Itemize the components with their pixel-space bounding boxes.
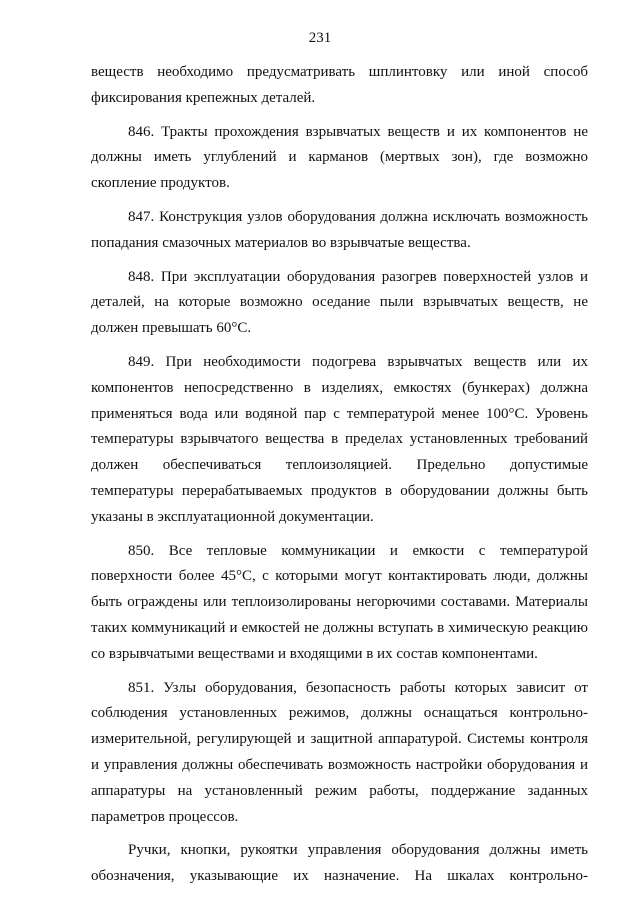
paragraph-849: 849. При необходимости подогрева взрывчатых веществ или их компонентов непосредственно в изделиях, емкостях (бункерах) должна применяться вода или водяной пар с температурой менее 100°С. Уровень температуры взрывчатого вещества в пределах установленных требований должен обеспечиваться теплоизоляцией. Предельно допустимые температуры перерабатываемых продуктов в оборудовании должны быть указаны в эксплуатационной документации.	[91, 353, 588, 525]
paragraph-continuation: веществ необходимо предусматривать шплинтовку или иной способ фиксирования крепежных деталей.	[91, 64, 588, 106]
paragraph-controls: Ручки, кнопки, рукоятки управления оборудования должны иметь обозначения, указывающие их назначение. На шкалах контрольно-	[91, 842, 588, 885]
paragraph-848: 848. При эксплуатации оборудования разогрев поверхностей узлов и деталей, на которые возможно оседание пыли взрывчатых веществ, не должен превышать 60°С.	[91, 268, 588, 337]
paragraph-846: 846. Тракты прохождения взрывчатых веществ и их компонентов не должны иметь углублений и карманов (мертвых зон), где возможно скопление продуктов.	[91, 123, 588, 192]
paragraph-851: 851. Узлы оборудования, безопасность работы которых зависит от соблюдения установленных режимов, должны оснащаться контрольно-измерительной, регулирующей и защитной аппаратурой. Системы контроля и управления должны обеспечивать возможность настройки оборудования и аппаратуры на установленный режим работы, поддержание заданных параметров процессов.	[91, 679, 588, 825]
body-text	[91, 60, 588, 898]
paragraph-847: 847. Конструкция узлов оборудования должна исключать возможность попадания смазочных материалов во взрывчатые вещества.	[91, 208, 588, 251]
page-number: 231	[308, 30, 332, 46]
paragraph-850: 850. Все тепловые коммуникации и емкости с температурой поверхности более 45°С, с которыми могут контактировать люди, должны быть ограждены или теплоизолированы негорючими составами. Материалы таких коммуникаций и емкостей не должны вступать в химическую реакцию со взрывчатыми веществами и входящими в их состав компонентами.	[91, 542, 588, 662]
